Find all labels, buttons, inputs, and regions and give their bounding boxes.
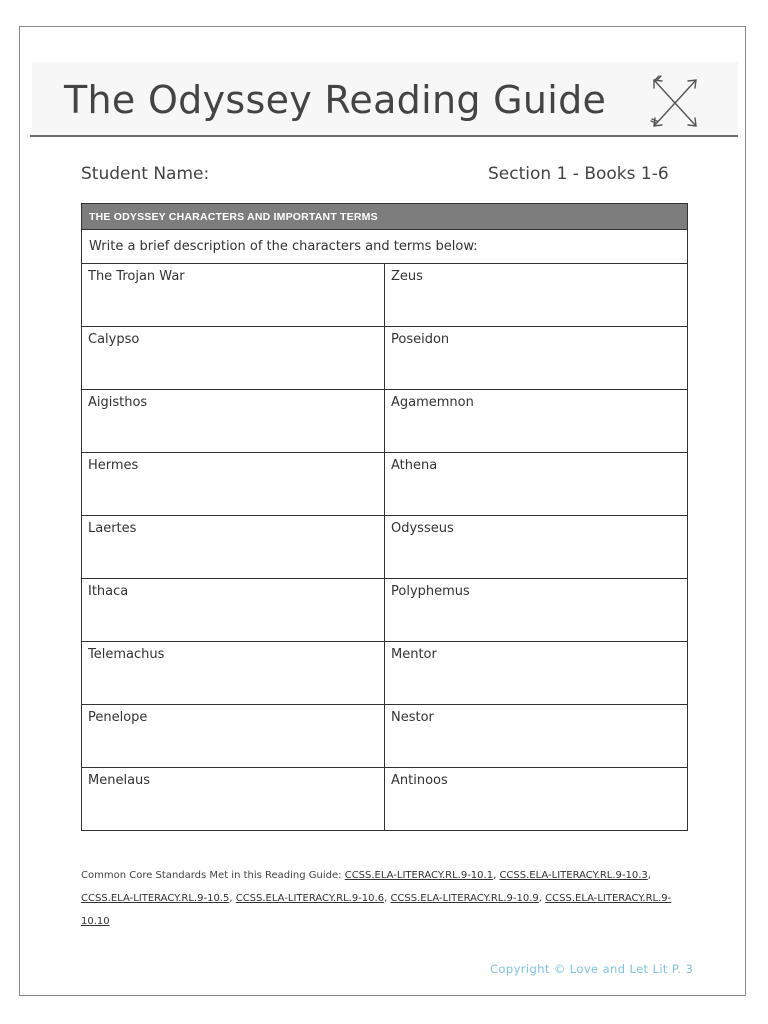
page-title: The Odyssey Reading Guide	[64, 78, 607, 122]
standards-text: Common Core Standards Met in this Reading Guide: CCSS.ELA-LITERACY.RL.9-10.1, CCSS.ELA-LITERACY.RL.9-10.3, CCSS.ELA-LITERACY.RL.9-10.5, CCSS.ELA-LITERACY.RL.9-10.6, CCSS.ELA-LITERACY.RL.9-10.9, CCSS.ELA-LITERACY.RL.9-10.10	[81, 870, 672, 927]
table-row	[82, 705, 688, 768]
term-cell[interactable]: Agamemnon	[385, 390, 688, 453]
term-cell[interactable]: Athena	[385, 453, 688, 516]
standards-intro: Common Core Standards Met in this Reading Guide:	[81, 870, 345, 881]
table-row	[82, 768, 688, 831]
table-row	[82, 390, 688, 453]
standard-link[interactable]: CCSS.ELA-LITERACY.RL.9-10.9	[390, 893, 539, 904]
term-cell[interactable]: Laertes	[82, 516, 385, 579]
term-cell[interactable]: Menelaus	[82, 768, 385, 831]
term-cell[interactable]: Nestor	[385, 705, 688, 768]
term-cell[interactable]: Zeus	[385, 264, 688, 327]
table-instruction: Write a brief description of the characters and terms below:	[82, 230, 688, 264]
standard-link[interactable]: CCSS.ELA-LITERACY.RL.9-10.5	[81, 893, 230, 904]
table-row	[82, 516, 688, 579]
term-cell[interactable]: The Trojan War	[82, 264, 385, 327]
term-cell[interactable]: Aigisthos	[82, 390, 385, 453]
term-cell[interactable]: Hermes	[82, 453, 385, 516]
term-cell[interactable]: Antinoos	[385, 768, 688, 831]
term-cell[interactable]: Penelope	[82, 705, 385, 768]
copyright-text: Copyright © Love and Let Lit P. 3	[490, 962, 694, 976]
title-rule	[30, 135, 738, 137]
table-row	[82, 579, 688, 642]
standard-link[interactable]: CCSS.ELA-LITERACY.RL.9-10.6	[235, 893, 385, 904]
crossed-arrows-icon	[648, 74, 702, 132]
student-name-label: Student Name:	[81, 164, 210, 184]
term-cell[interactable]: Odysseus	[385, 516, 688, 579]
term-cell[interactable]: Calypso	[82, 327, 385, 390]
term-cell[interactable]: Poseidon	[385, 327, 688, 390]
table-row	[82, 264, 688, 327]
term-cell[interactable]: Mentor	[385, 642, 688, 705]
standard-link[interactable]: CCSS.ELA-LITERACY.RL.9-10.3	[499, 870, 648, 881]
section-label: Section 1 - Books 1-6	[488, 164, 669, 184]
standard-link[interactable]: CCSS.ELA-LITERACY.RL.9-10.10	[81, 893, 672, 927]
table-row	[82, 327, 688, 390]
table-row	[82, 453, 688, 516]
term-cell[interactable]: Polyphemus	[385, 579, 688, 642]
term-cell[interactable]: Telemachus	[82, 642, 385, 705]
term-cell[interactable]: Ithaca	[82, 579, 385, 642]
table-header: THE ODYSSEY CHARACTERS AND IMPORTANT TERMS	[82, 204, 688, 230]
table-row	[82, 642, 688, 705]
terms-table	[81, 203, 688, 831]
standard-link[interactable]: CCSS.ELA-LITERACY.RL.9-10.1	[344, 870, 494, 881]
